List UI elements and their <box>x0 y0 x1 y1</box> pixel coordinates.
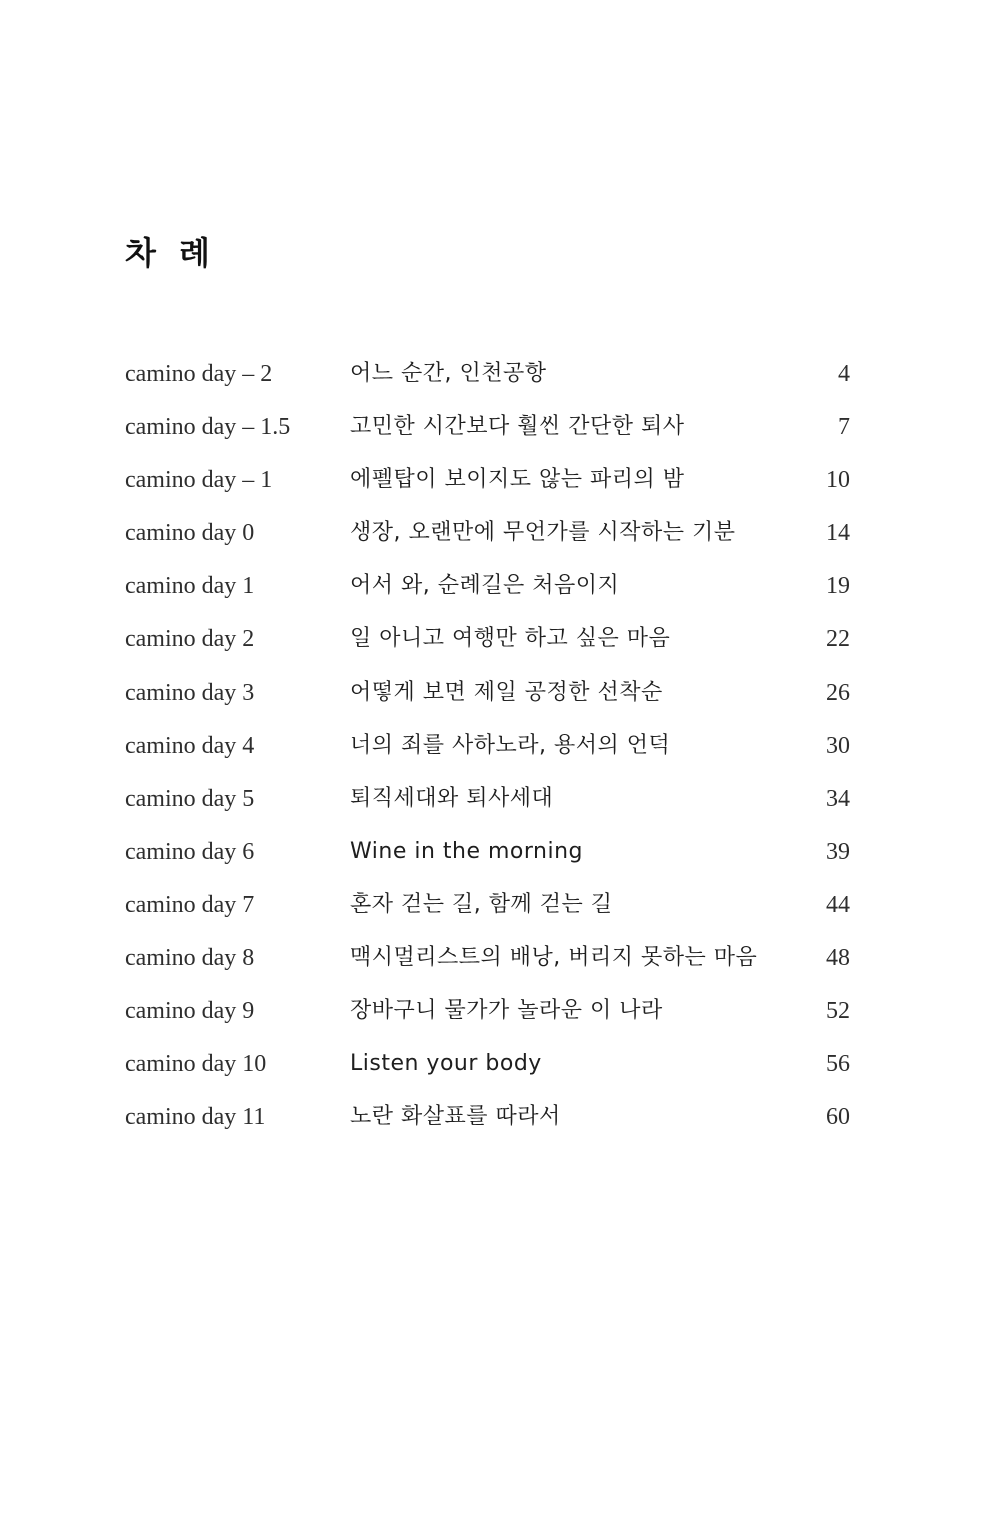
toc-chapter-title: 생장, 오랜만에 무언가를 시작하는 기분 <box>350 520 736 546</box>
page-title: 차 례 <box>125 234 216 272</box>
toc-day-label: camino day 6 <box>125 838 255 865</box>
toc-chapter-title: 너의 죄를 사하노라, 용서의 언덕 <box>350 732 671 758</box>
toc-chapter-title: 고민한 시간보다 훨씬 간단한 퇴사 <box>350 414 685 440</box>
toc-row <box>125 567 850 620</box>
toc-row <box>125 727 850 780</box>
toc-chapter-title: 장바구니 물가가 놀라운 이 나라 <box>350 998 663 1024</box>
toc-day-label: camino day – 1 <box>125 467 273 494</box>
toc-chapter-title: 일 아니고 여행만 하고 싶은 마음 <box>350 626 671 652</box>
toc-row <box>125 355 850 408</box>
toc-page-number: 14 <box>826 520 850 547</box>
toc-chapter-title: 퇴직세대와 퇴사세대 <box>350 785 554 811</box>
toc-page-number: 60 <box>826 1104 850 1131</box>
toc-page-number: 52 <box>826 998 850 1025</box>
toc-page-number: 22 <box>826 626 850 653</box>
toc-chapter-title: 노란 화살표를 따라서 <box>350 1104 561 1130</box>
toc-chapter-title: Listen your body <box>350 1051 542 1077</box>
toc-chapter-title: 어떻게 보면 제일 공정한 선착순 <box>350 679 663 705</box>
toc-row <box>125 886 850 939</box>
toc-row <box>125 992 850 1045</box>
toc-row <box>125 833 850 886</box>
toc-page-number: 4 <box>838 361 850 387</box>
toc-row <box>125 939 850 992</box>
toc-chapter-title: 에펠탑이 보이지도 않는 파리의 밤 <box>350 467 685 493</box>
toc-day-label: camino day 1 <box>125 573 255 600</box>
toc-row <box>125 461 850 514</box>
toc-chapter-title: 어서 와, 순례길은 처음이지 <box>350 573 620 599</box>
toc-day-label: camino day 8 <box>125 945 255 972</box>
toc-chapter-title: 맥시멀리스트의 배낭, 버리지 못하는 마음 <box>350 945 758 971</box>
toc-row <box>125 408 850 461</box>
toc-page-number: 44 <box>826 891 850 918</box>
toc-chapter-title: 혼자 걷는 길, 함께 걷는 길 <box>350 891 613 917</box>
toc-page-number: 34 <box>826 785 850 812</box>
toc-row <box>125 1045 850 1098</box>
toc-row <box>125 620 850 673</box>
toc-chapter-title: Wine in the morning <box>350 838 584 864</box>
toc-day-label: camino day – 1.5 <box>125 414 291 441</box>
table-of-contents <box>125 355 850 1151</box>
toc-page-number: 39 <box>826 838 850 865</box>
toc-page-number: 30 <box>826 732 850 759</box>
toc-row <box>125 514 850 567</box>
toc-page-number: 7 <box>838 414 850 441</box>
toc-page-number: 10 <box>826 467 850 494</box>
toc-chapter-title: 어느 순간, 인천공항 <box>350 361 547 386</box>
toc-row <box>125 780 850 833</box>
toc-page-number: 19 <box>826 573 850 600</box>
toc-page-number: 48 <box>826 945 850 972</box>
toc-day-label: camino day 2 <box>125 626 255 653</box>
toc-row <box>125 674 850 727</box>
toc-day-label: camino day 7 <box>125 891 255 918</box>
toc-day-label: camino day 4 <box>125 732 255 759</box>
toc-day-label: camino day 0 <box>125 520 255 547</box>
toc-day-label: camino day 5 <box>125 785 255 812</box>
toc-page-number: 56 <box>826 1051 850 1078</box>
toc-row <box>125 1098 850 1151</box>
toc-day-label: camino day 10 <box>125 1051 267 1078</box>
toc-day-label: camino day 9 <box>125 998 255 1025</box>
toc-day-label: camino day – 2 <box>125 361 273 387</box>
toc-page-number: 26 <box>826 679 850 706</box>
toc-day-label: camino day 3 <box>125 679 255 706</box>
toc-day-label: camino day 11 <box>125 1104 266 1131</box>
